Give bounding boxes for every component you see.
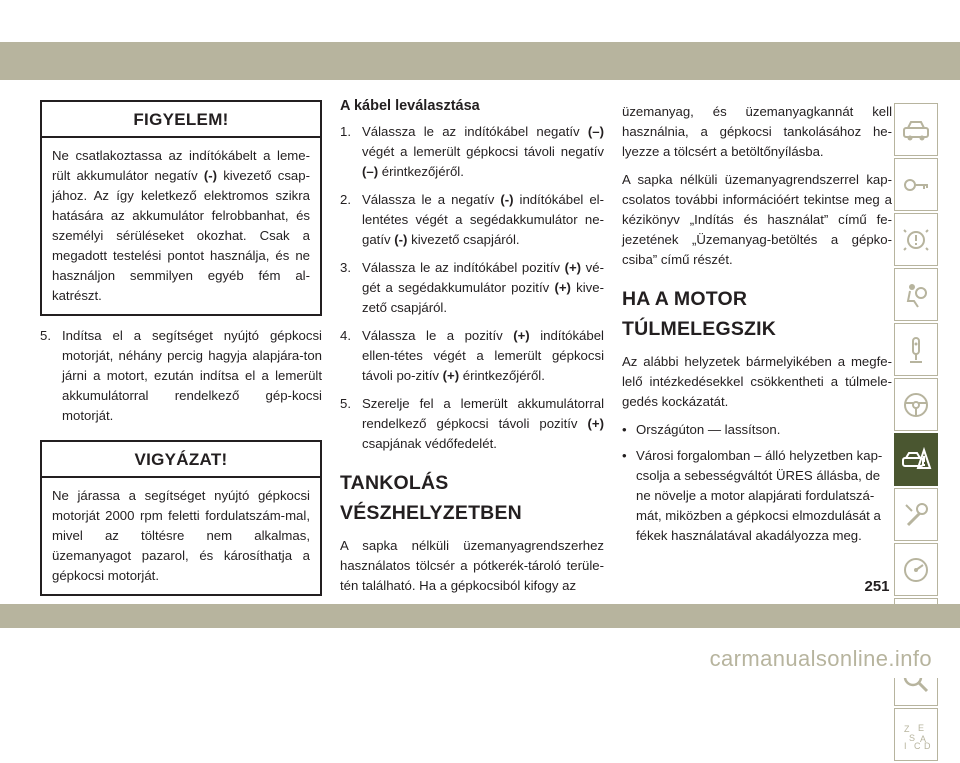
step-number: 4. bbox=[340, 328, 351, 343]
step-text-part: kivezető csapjáról. bbox=[407, 232, 520, 247]
car-key-icon bbox=[900, 169, 932, 201]
removal-step bbox=[340, 122, 604, 182]
steering-wheel-icon bbox=[900, 389, 932, 421]
step-text bbox=[362, 326, 604, 386]
step-number: 5. bbox=[40, 328, 51, 343]
terminal-sign: (+) bbox=[564, 260, 582, 275]
step-number: 3. bbox=[340, 260, 351, 275]
step-text-part: indítókábel el-lentétes végét a segédakkumulátor ne-gatív bbox=[362, 192, 604, 247]
safety-airbag-icon bbox=[900, 279, 932, 311]
heading-line: TÚLMELEGSZIK bbox=[622, 318, 777, 340]
svg-text:E: E bbox=[918, 722, 925, 733]
terminal-sign: (+) bbox=[442, 368, 460, 383]
step-number: 2. bbox=[340, 192, 351, 207]
paragraph: Az alábbi helyzetek bármelyikében a megfe-lelő intézkedésekkel csökkentheti a túlmele-gedés kockázatát. bbox=[622, 354, 892, 409]
paragraph: A sapka nélküli üzemanyagrendszerhez használatos tölcsér a pótkerék-tároló terüle-tén található. Ha a gépkocsiból kifogy az bbox=[340, 538, 604, 593]
driving-start-icon bbox=[900, 334, 932, 366]
terminal-sign: (+) bbox=[587, 416, 604, 431]
svg-text:D: D bbox=[924, 740, 931, 751]
removal-step bbox=[340, 190, 604, 250]
chapter-tab[interactable] bbox=[894, 158, 938, 211]
warning-text-part: Ne csatlakoztassa az indítókábelt a leme-rült akkumulátor negatív bbox=[52, 148, 310, 183]
terminal-sign: (-) bbox=[394, 232, 408, 247]
step-text: Indítsa el a segítséget nyújtó gépkocsi motorját, néhány percig hagyja alapjára-ton járni a motort, ezután indítsa el a lemerült akkumulátorral rendelkező gép-kocsi motorját. bbox=[62, 328, 322, 423]
step-text-part: Válassza le az indítókábel negatív bbox=[362, 124, 588, 139]
warning-title: FIGYELEM! bbox=[42, 102, 320, 138]
step-text-part: Válassza le az indítókábel pozitív bbox=[362, 260, 565, 275]
paragraph: A sapka nélküli üzemanyagrendszerrel kap-csolatos további információért tekintse meg a kézikönyv „Indítás és használat” című fe-jezetének „Üzemanyag-betöltés a gépko-csiba” című részét. bbox=[622, 172, 892, 267]
svg-text:I: I bbox=[904, 740, 907, 751]
bullet-mark: • bbox=[622, 422, 627, 437]
terminal-sign: (–) bbox=[587, 124, 604, 139]
caution-title: VIGYÁZAT! bbox=[42, 442, 320, 478]
chapter-tab[interactable] bbox=[894, 378, 938, 431]
terminal-sign: (-) bbox=[500, 192, 514, 207]
chapter-tab[interactable] bbox=[894, 213, 938, 266]
step-text-part: Válassza le a negatív bbox=[362, 192, 501, 207]
heading-line: HA A MOTOR bbox=[622, 288, 748, 310]
step-text-part: Szerelje fel a lemerült akkumulátorral rendelkező gépkocsi távoli pozitív bbox=[362, 396, 604, 431]
car-info-icon bbox=[900, 114, 932, 146]
heading-line: TANKOLÁS bbox=[340, 472, 449, 494]
footer-stripe bbox=[0, 604, 960, 628]
paragraph: üzemanyag, és üzemanyagkannát kell használnia, a gépkocsi tankolásához he-lyezze a tölcsért a betöltőnyílásba. bbox=[622, 104, 892, 159]
step-text bbox=[362, 190, 604, 250]
bullet-mark: • bbox=[622, 448, 627, 463]
terminal-sign: (+) bbox=[513, 328, 530, 343]
car-emergency-icon bbox=[900, 444, 932, 476]
chapter-tab[interactable] bbox=[894, 708, 938, 761]
bullet-item bbox=[622, 420, 892, 440]
step-text-part: indítókábel ellen-tétes végét a lemerült gépkocsi távoli po-zitív bbox=[362, 328, 604, 383]
removal-step bbox=[340, 394, 604, 454]
step-text-part: csapjának védőfedelét. bbox=[362, 436, 497, 451]
specs-gauge-icon bbox=[900, 554, 932, 586]
warning-text-bold: (-) bbox=[203, 168, 218, 183]
terminal-sign: (+) bbox=[554, 280, 571, 295]
chapter-tab[interactable] bbox=[894, 543, 938, 596]
svg-text:C: C bbox=[914, 740, 921, 751]
page-number: 251 bbox=[864, 578, 890, 595]
heading-line: VÉSZHELYZETBEN bbox=[340, 502, 522, 524]
svg-text:Z: Z bbox=[904, 723, 910, 734]
step-text bbox=[362, 258, 604, 318]
column-1 bbox=[40, 100, 322, 654]
svg-text:S: S bbox=[909, 732, 916, 743]
svg-text:A: A bbox=[920, 733, 927, 744]
bullet-text: Országúton — lassítson. bbox=[636, 422, 781, 437]
page-top-margin bbox=[0, 0, 960, 42]
step-number: 1. bbox=[340, 124, 351, 139]
warning-text-part: kivezető csap-jához. Az így keletkező elektromos szikra hatására az akkumulátor felrobbanhat, és személyi sérüléseket okozhat. Csak a megadott testelési pontot használja, és ne használjon semmilyen egyéb fém al-katrészt. bbox=[52, 168, 310, 303]
warning-body bbox=[42, 138, 320, 314]
index-letters-icon bbox=[900, 719, 932, 751]
step-text-part: Válassza le a pozitív bbox=[362, 328, 514, 343]
step-text-part: kive-zető csapjáról. bbox=[362, 280, 604, 315]
warning-light-icon bbox=[900, 224, 932, 256]
chapter-tab[interactable] bbox=[894, 268, 938, 321]
step-text-part: érintkezőjéről. bbox=[378, 164, 464, 179]
step-text-part: végét a lemerült gépkocsi távoli negatív bbox=[362, 144, 604, 159]
maintenance-tools-icon bbox=[900, 499, 932, 531]
bullet-item bbox=[622, 446, 892, 546]
section-heading-overheat bbox=[622, 284, 892, 344]
removal-step bbox=[340, 326, 604, 386]
step-5 bbox=[40, 326, 322, 426]
watermark: carmanualsonline.info bbox=[709, 646, 932, 671]
chapter-tab[interactable] bbox=[894, 488, 938, 541]
step-text bbox=[362, 394, 604, 454]
terminal-sign: (–) bbox=[362, 164, 379, 179]
step-text-part: vé-gét a segédakkumulátor pozitív bbox=[362, 260, 604, 295]
step-text bbox=[362, 122, 604, 182]
caution-body: Ne járassa a segítséget nyújtó gépkocsi motorját 2000 rpm feletti fordulatszám-mal, mivel az töltésre nem alkalmas, üzemanyagot pazarol, és károsíthatja a gépkocsi motorját. bbox=[52, 488, 310, 583]
step-text-part: érintkezőjéről. bbox=[459, 368, 545, 383]
step-number: 5. bbox=[340, 396, 351, 411]
section-heading-refueling bbox=[340, 468, 604, 528]
header-stripe bbox=[0, 42, 960, 80]
removal-step bbox=[340, 258, 604, 318]
column-3 bbox=[622, 102, 892, 552]
caution-box bbox=[40, 440, 322, 596]
column-2 bbox=[340, 100, 604, 604]
section-subheading: A kábel leválasztása bbox=[340, 98, 480, 114]
bullet-text: Városi forgalomban – álló helyzetben kap-csolja a sebességváltót ÜRES állásba, de ne növelje a motor alapjárati fordulatszá-mát, miközben a gépkocsi elmozdulását a fékek használatával akadályozza meg. bbox=[636, 448, 883, 543]
chapter-tab[interactable] bbox=[894, 323, 938, 376]
chapter-tab[interactable] bbox=[894, 433, 938, 486]
chapter-tab[interactable] bbox=[894, 103, 938, 156]
warning-box bbox=[40, 100, 322, 316]
